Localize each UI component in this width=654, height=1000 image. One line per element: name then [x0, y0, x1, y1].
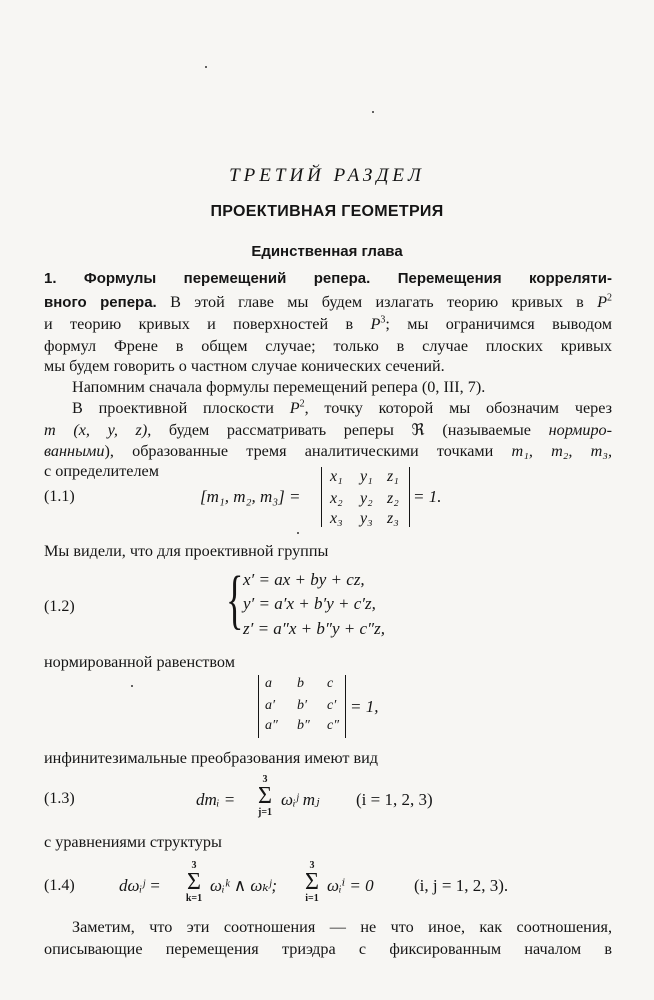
determinant-cell: z₁: [387, 468, 399, 485]
text-line: описывающие перемещения триэдра с фиксированным началом в: [44, 940, 612, 958]
sum-lower: k=1: [185, 893, 203, 904]
eq14-body: ωᵢᵏ ∧ ωₖʲ;: [210, 876, 278, 895]
system-brace: {: [226, 563, 244, 636]
norm-cell: b: [297, 676, 304, 691]
determinant-cell: x₁: [330, 468, 343, 485]
norm-bar-left: [258, 675, 259, 738]
math-sup: 2: [299, 398, 305, 410]
text-line: формул Френе в общем случае; только в случае плоских кривых: [44, 337, 612, 355]
math-points: m₁, m₂, m₃,: [511, 442, 612, 460]
norm-cell: a″: [265, 718, 278, 733]
paragraph-text: и теорию кривых и поверхностей в: [44, 315, 354, 333]
determinant-cell: y₂: [360, 490, 373, 507]
text-line: мы будем говорить о частном случае конических сечений.: [44, 357, 445, 375]
sum-icon: Σ: [187, 869, 201, 895]
text-line: инфинитезимальные преобразования имеют вид: [44, 749, 379, 767]
paragraph-text: ; мы ограничимся выводом: [385, 315, 613, 333]
paragraph-text: , точку которой мы обозначим через: [304, 399, 613, 417]
sum-icon: Σ: [258, 783, 272, 809]
norm-rhs: = 1,: [350, 697, 379, 716]
eq13-condition: (i = 1, 2, 3): [356, 790, 433, 809]
text-line: [44, 268, 612, 289]
equation-number: (1.4): [44, 877, 75, 894]
text-line: [44, 420, 612, 440]
math-sup: 3: [380, 314, 386, 326]
eq13-lhs: dmᵢ =: [196, 790, 236, 809]
norm-cell: c′: [327, 698, 337, 713]
print-speck: [297, 532, 299, 534]
text-line: Напомним сначала формулы перемещений репера (0, III, 7).: [72, 378, 486, 396]
math-sup: 2: [607, 292, 613, 304]
print-speck: [372, 111, 374, 113]
text-line: нормированной равенством: [44, 653, 235, 671]
math-frame: ℜ: [411, 421, 425, 439]
determinant-bar-left: [321, 467, 322, 527]
paragraph-text: (называемые: [442, 421, 531, 439]
system-row: x′ = ax + by + cz,: [243, 570, 365, 589]
text-line: Мы видели, что для проективной группы: [44, 542, 329, 560]
print-speck: [131, 685, 133, 687]
determinant-cell: x₃: [330, 510, 343, 527]
math-symbol: P: [289, 399, 300, 417]
italic-term: нормиро-: [548, 421, 613, 439]
book-title: ПРОЕКТИВНАЯ ГЕОМЕТРИЯ: [210, 203, 444, 220]
determinant-bar-right: [409, 467, 410, 527]
text-line: [44, 314, 612, 334]
sum-operator: [301, 860, 323, 904]
determinant-cell: y₁: [360, 468, 373, 485]
section-heading-tail: вного репера.: [44, 294, 157, 311]
determinant-cell: z₃: [387, 510, 399, 527]
text-line: с определителем: [44, 462, 159, 480]
determinant-cell: y₃: [360, 510, 373, 527]
equation-number: (1.2): [44, 598, 75, 615]
text-line: [44, 292, 612, 313]
print-speck: [205, 66, 207, 68]
text-line: [72, 398, 612, 418]
norm-cell: b″: [297, 718, 310, 733]
text-line: Заметим, что эти соотношения — не что иное, как соотношения,: [72, 918, 612, 936]
math-symbol: P: [597, 293, 608, 311]
eq14-lhs: dωᵢʲ =: [119, 876, 161, 895]
determinant-lhs: [m₁, m₂, m₃] =: [200, 487, 301, 506]
sum-lower: j=1: [257, 807, 273, 818]
sum-operator: [254, 774, 276, 818]
math-point: m (x, y, z): [44, 421, 148, 439]
part-title: ТРЕТИЙ РАЗДЕЛ: [229, 165, 425, 186]
system-row: y′ = a′x + b′y + c′z,: [243, 594, 376, 613]
sum-lower: i=1: [305, 893, 319, 904]
sum-upper: 3: [262, 774, 268, 785]
equation-number: (1.3): [44, 790, 75, 807]
paragraph-text: ), образованные тремя аналитическими точками: [104, 442, 494, 460]
italic-term: ванными: [44, 442, 105, 460]
norm-cell: a: [265, 676, 272, 691]
determinant-cell: z₂: [387, 490, 399, 507]
paragraph-text: , будем рассматривать реперы: [147, 421, 394, 439]
determinant-rhs: = 1.: [413, 487, 442, 506]
norm-cell: c: [327, 676, 334, 691]
equation-number: (1.1): [44, 488, 75, 505]
norm-cell: c″: [327, 718, 340, 733]
determinant-cell: x₂: [330, 490, 343, 507]
norm-bar-right: [345, 675, 346, 738]
eq13-body: ωᵢʲ mⱼ: [281, 790, 320, 809]
system-row: z′ = a″x + b″y + c″z,: [243, 619, 385, 638]
eq14-body-2: ωᵢⁱ = 0: [327, 876, 374, 895]
text-line: [44, 441, 612, 461]
eq14-condition: (i, j = 1, 2, 3).: [414, 876, 509, 895]
sum-operator: [182, 860, 206, 904]
sum-upper: 3: [191, 860, 197, 871]
math-symbol: P: [370, 315, 381, 333]
text-line: с уравнениями структуры: [44, 833, 222, 851]
sum-upper: 3: [309, 860, 315, 871]
paragraph-text: В этой главе мы будем излагать теорию кривых в: [170, 293, 584, 311]
norm-cell: a′: [265, 698, 276, 713]
norm-cell: b′: [297, 698, 308, 713]
section-heading: 1. Формулы перемещений репера. Перемещения корреляти-: [44, 270, 612, 287]
sum-icon: Σ: [305, 869, 319, 895]
chapter-title: Единственная глава: [251, 243, 403, 260]
paragraph-text: В проективной плоскости: [72, 399, 274, 417]
